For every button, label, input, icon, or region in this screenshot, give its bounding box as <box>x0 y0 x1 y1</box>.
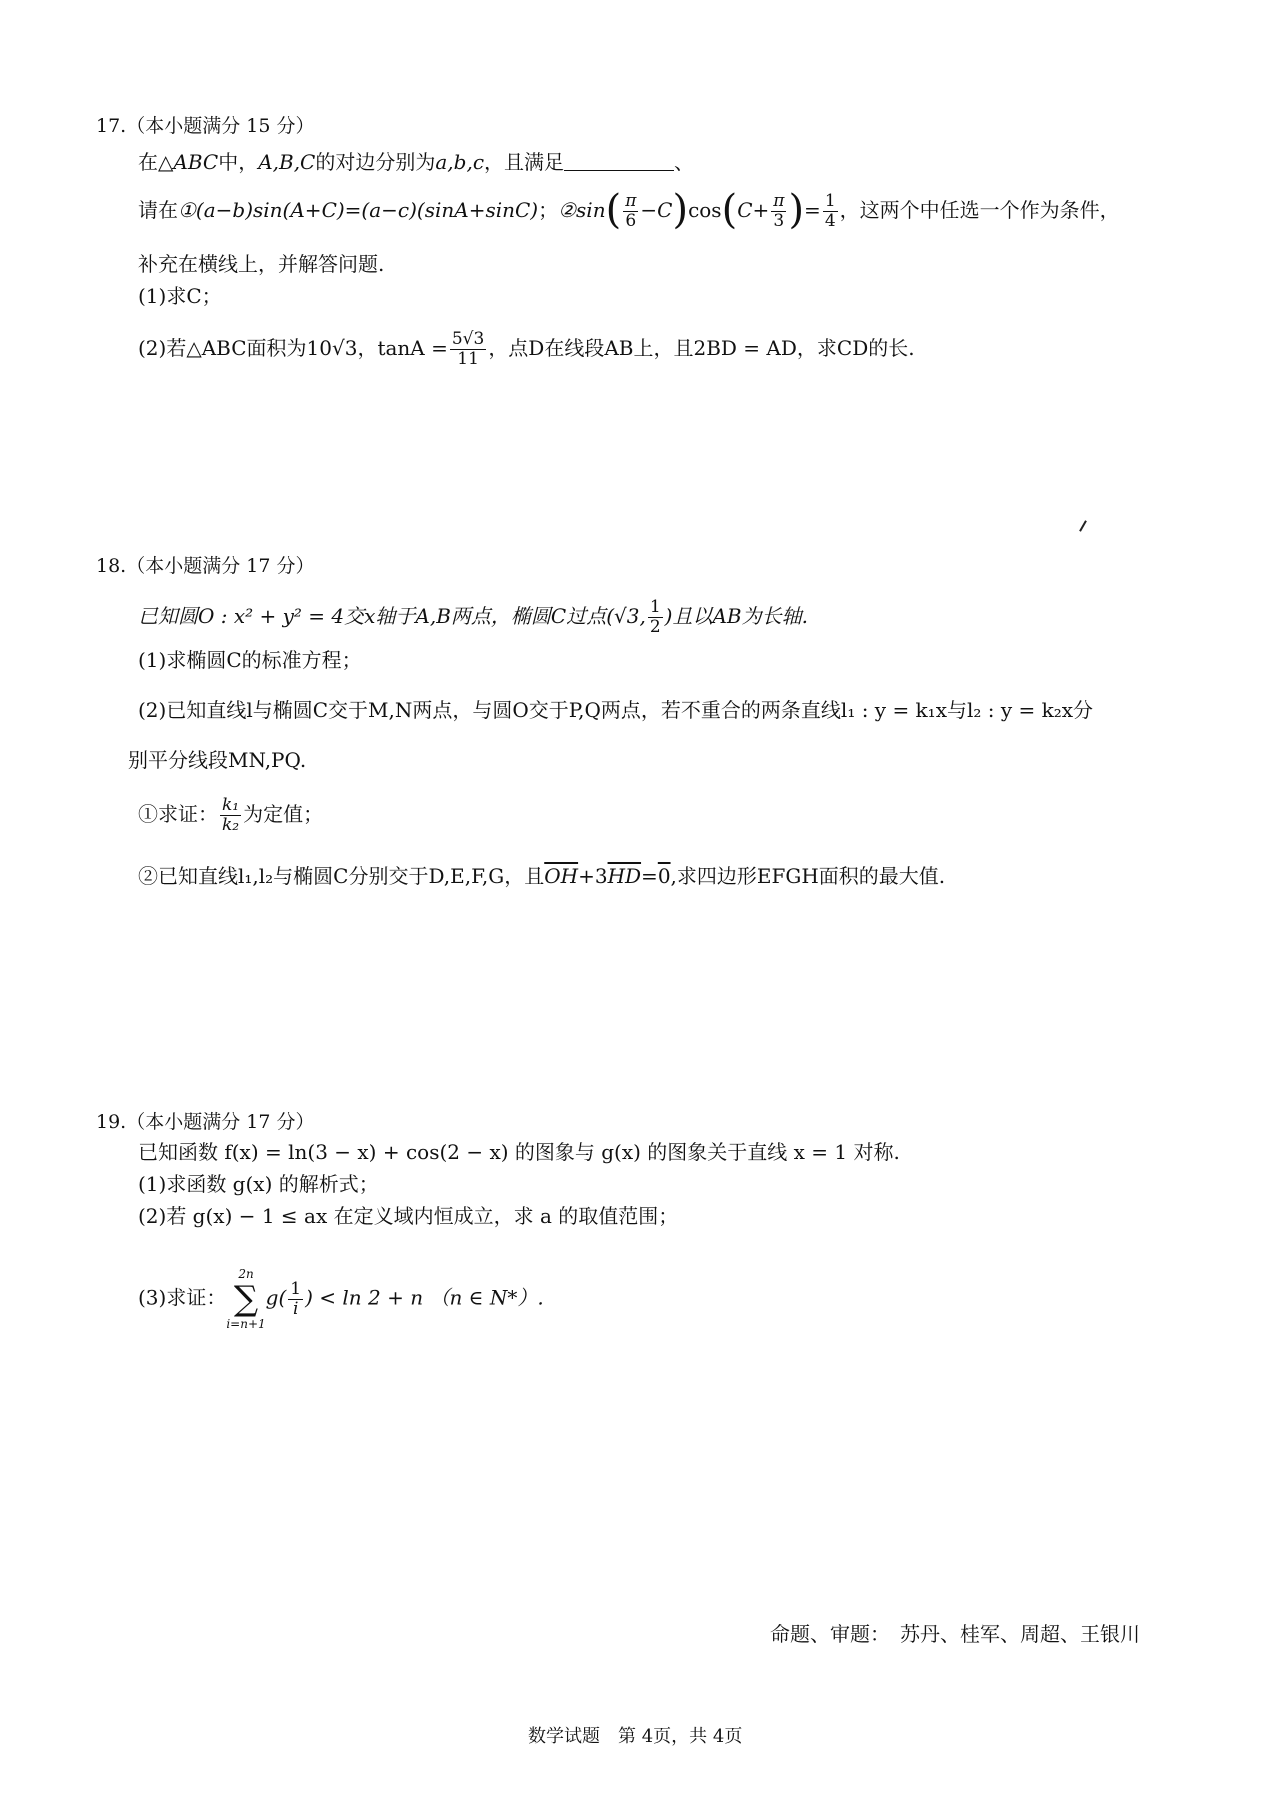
q18-sub2-text: ,求四边形EFGH面积的最大值. <box>670 864 946 888</box>
vector-oh: $\overline{OH}$ <box>544 864 579 888</box>
fraction: $\frac{5√3}{11}$ <box>451 329 485 369</box>
q18-intro-text: 已知圆O : x² + y² = 4交x轴于A,B两点，椭圆C过点(√3, <box>138 604 646 628</box>
q17-part2-text: ，点D在线段AB上，且2BD = AD，求CD的长. <box>488 336 915 360</box>
q18-sub2-text: ②已知直线l₁,l₂与椭圆C分别交于D,E,F,G，且 <box>138 864 545 888</box>
vector-hd: $\overline{HD}$ <box>607 864 642 888</box>
q17-triangle: △ABC <box>158 150 219 174</box>
q17-condition-1: ①(a−b)sin(A+C)=(a−c)(sinA+sinC) <box>178 198 539 222</box>
q17-heading: 17.（本小题满分 15 分） <box>96 115 315 137</box>
q19-part1: (1)求函数 g(x) 的解析式； <box>138 1172 379 1196</box>
fraction: $\frac{\pi}{6}$ <box>625 191 637 231</box>
q18-sub2-text: = <box>641 864 658 888</box>
q18-part2-line1: (2)已知直线l与椭圆C交于M,N两点，与圆O交于P,Q两点，若不重合的两条直线l₁ : y = k₁x与l₂ : y = k₂x分 <box>138 698 1094 722</box>
pen-mark <box>1079 520 1087 531</box>
q17-conditions: 请在①(a−b)sin(A+C)=(a−c)(sinA+sinC)；②sin( $\frac{\pi}{6}$ −C)cos(C+ $\frac{\pi}{3}$ )= $\frac{1}{4}$ ，这两个中任选一个作为条件， <box>138 187 1120 233</box>
fraction: $\frac{1}{4}$ <box>824 191 836 231</box>
q19-intro: 已知函数 f(x) = ln(3 − x) + cos(2 − x) 的图象与 g(x) 的图象关于直线 x = 1 对称. <box>138 1140 900 1164</box>
page-footer: 数学试题 第 4页，共 4页 <box>528 1726 743 1747</box>
fraction: $\frac{\pi}{3}$ <box>773 191 785 231</box>
q17-condition-2: cos <box>688 198 722 222</box>
fraction: $\frac{1}{2}$ <box>649 597 661 637</box>
q17-condition-2: C+ <box>737 198 770 222</box>
q19-part3-text: g( <box>265 1285 287 1310</box>
q17-intro-text: 、 <box>674 150 695 174</box>
q17-part2 <box>138 330 915 369</box>
q18-intro-text: )且以AB为长轴. <box>664 604 808 628</box>
q17-choice-text: ，这两个中任选一个作为条件， <box>839 198 1120 222</box>
q17-part2-text: (2)若△ABC面积为10√3，tanA = <box>138 336 448 360</box>
q17-part1: (1)求C； <box>138 284 222 308</box>
q17-intro-text: 在 <box>138 150 158 174</box>
q17-intro-text: 的对边分别为 <box>315 150 436 174</box>
q17-choice-text: 请在 <box>138 198 178 222</box>
summation: 2n ∑ i=n+1 <box>226 1267 266 1331</box>
q18-sub2-text: +3 <box>578 864 608 888</box>
q18-part1: (1)求椭圆C的标准方程； <box>138 648 362 672</box>
q18-sub2 <box>138 862 945 890</box>
q19-part3 <box>138 1266 544 1332</box>
q19-heading: 19.（本小题满分 17 分） <box>96 1111 315 1133</box>
q17-vertices: A,B,C <box>258 150 316 174</box>
q17-condition-2: ②sin <box>558 198 606 222</box>
answer-blank <box>564 150 674 171</box>
q18-intro <box>138 598 808 637</box>
q18-sub1-text: 为定值； <box>243 802 324 826</box>
q17-condition-2: = <box>804 198 821 222</box>
q17-intro <box>138 148 694 176</box>
q19-part2: (2)若 g(x) − 1 ≤ ax 在定义域内恒成立，求 a 的取值范围； <box>138 1204 679 1228</box>
q17-choice-line2: 补充在横线上，并解答问题. <box>138 252 385 276</box>
q18-sub1-text: ①求证： <box>138 802 218 826</box>
q17-intro-text: 中， <box>218 150 259 174</box>
q19-part3-text: (3)求证： <box>138 1285 227 1310</box>
q18-part2-line2: 别平分线段MN,PQ. <box>128 748 307 772</box>
q17-choice-text: ； <box>538 198 559 222</box>
q18-heading: 18.（本小题满分 17 分） <box>96 555 315 577</box>
zero-vector: 0 <box>657 864 671 888</box>
q17-sides: a,b,c <box>435 150 485 174</box>
q18-sub1 <box>138 796 323 835</box>
fraction: $\frac{\text{k₁}}{\text{k₂}}$ <box>222 795 240 835</box>
q17-condition-2: −C <box>640 198 673 222</box>
q19-part3-text: ) < ln 2 + n （n ∈ N*）. <box>305 1285 544 1310</box>
authors-line: 命题、审题： 苏丹、桂军、周超、王银川 <box>770 1622 1140 1646</box>
fraction: $\frac{1}{i}$ <box>290 1278 302 1319</box>
q17-intro-text: ，且满足 <box>484 150 565 174</box>
